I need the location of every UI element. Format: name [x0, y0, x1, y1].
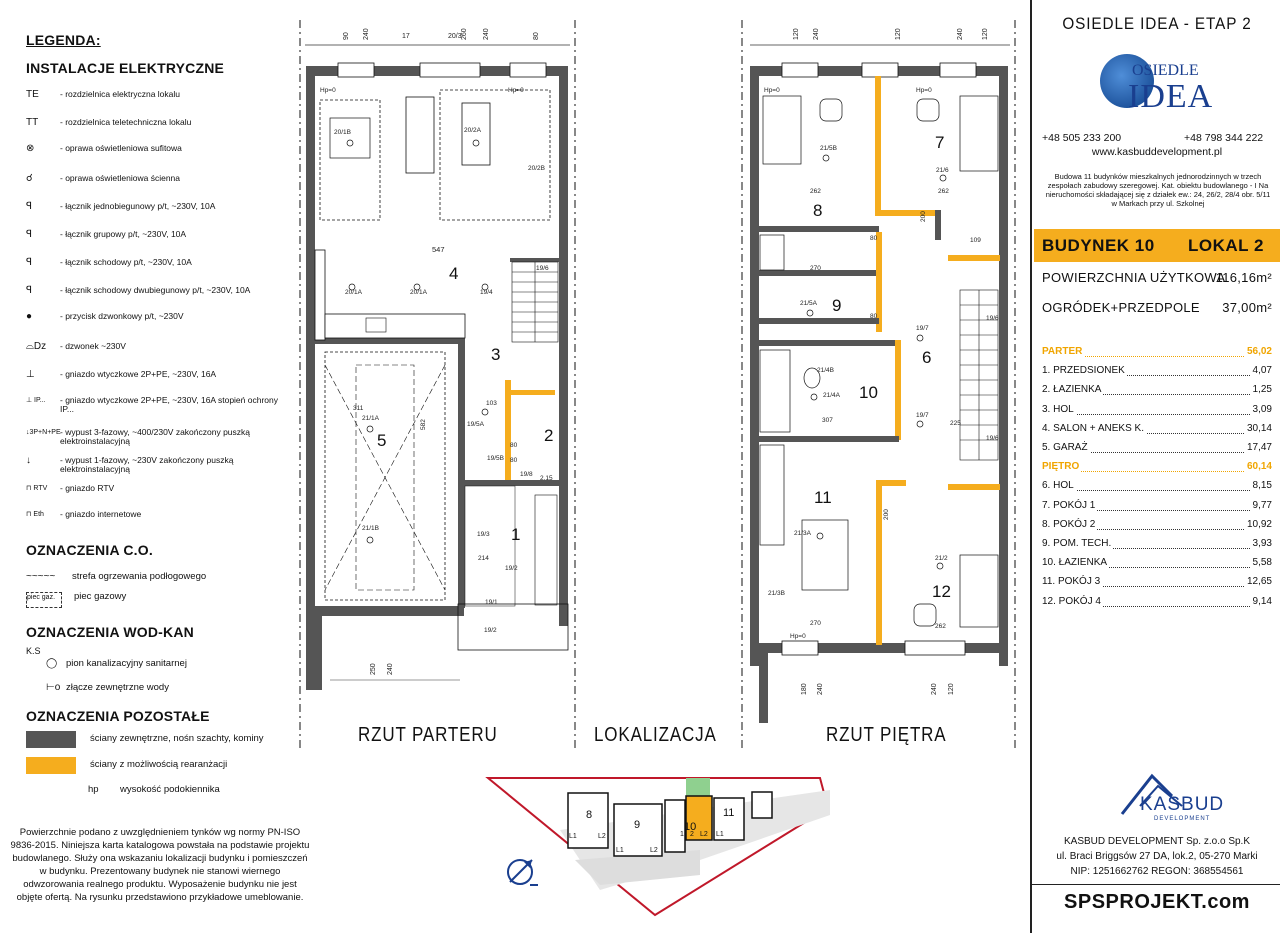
legend-co-item: ~~~~~ strefa ogrzewania podłogowego: [26, 571, 207, 582]
svg-text:19/2: 19/2: [505, 565, 518, 572]
svg-text:270: 270: [810, 620, 821, 627]
room-row: 10. ŁAZIENKA 5,58: [1042, 557, 1272, 569]
svg-text:21/5A: 21/5A: [800, 300, 817, 307]
svg-text:19/7: 19/7: [916, 325, 929, 332]
svg-text:225: 225: [950, 420, 961, 427]
upper-plan-title: RZUT PIĘTRA: [826, 724, 947, 746]
room-number: 11: [814, 488, 832, 507]
dim-label: 20/3: [448, 33, 462, 40]
room-row: 3. HOL 3,09: [1042, 403, 1272, 415]
svg-text:200: 200: [883, 509, 890, 520]
svg-text:262: 262: [938, 188, 949, 195]
ground-plan-title: RZUT PARTERU: [358, 724, 498, 746]
legend-other-text: ściany zewnętrzne, nośn szachty, kominy: [90, 733, 264, 744]
building-banner: [1034, 229, 1280, 262]
legend-electric-item: ꟼ - łącznik jednobiegunowy p/t, ~230V, 10A: [26, 201, 216, 212]
legend-electric-item: ⊥ - gniazdo wtyczkowe 2P+PE, ~230V, 16A: [26, 369, 217, 380]
legend-wk-header: OZNACZENIA WOD-KAN: [26, 624, 194, 640]
electric-symbol-icon: ꟼ: [26, 229, 33, 240]
kasbud-logo: KASBUD DEVELOPMENT: [1112, 766, 1222, 826]
legend-title: LEGENDA:: [26, 32, 101, 48]
room-number: 7: [935, 133, 945, 152]
svg-text:20/1B: 20/1B: [334, 129, 351, 136]
electric-symbol-icon: ↓: [26, 455, 31, 466]
electric-symbol-icon: ⊓ Eth: [26, 511, 44, 518]
electric-symbol-icon: ⊓ RTV: [26, 485, 48, 492]
svg-text:80: 80: [510, 457, 518, 464]
legend-wk-item: ◯ pion kanalizacyjny sanitarnej: [46, 658, 187, 669]
electric-symbol-icon: ●: [26, 311, 33, 322]
svg-text:21/4A: 21/4A: [823, 392, 840, 399]
room-number: 1: [511, 525, 521, 544]
svg-text:21/1A: 21/1A: [362, 415, 379, 422]
dim-label: 240: [363, 28, 370, 40]
room-row: 11. POKÓJ 3 12,65: [1042, 576, 1272, 588]
electric-symbol-icon: ↓3P+N+PE: [26, 429, 61, 436]
electric-symbol-icon: ꟼ: [26, 201, 33, 212]
upper-floor-plan: [750, 28, 1010, 723]
svg-text:21/3A: 21/3A: [794, 530, 811, 537]
svg-text:2: 2: [690, 831, 694, 838]
gas-boiler-icon: piec gaz.: [26, 592, 62, 608]
svg-text:19/5A: 19/5A: [467, 421, 484, 428]
location-title: LOKALIZACJA: [594, 724, 717, 746]
legend-electric-item: ⌓Dz - dzwonek ~230V: [26, 341, 126, 352]
svg-text:19/3: 19/3: [477, 531, 490, 538]
room-row: 2. ŁAZIENKA 1,25: [1042, 384, 1272, 396]
svg-text:21/2: 21/2: [935, 555, 948, 562]
electric-symbol-icon: ꟼ: [26, 257, 33, 268]
svg-text:Hp=0: Hp=0: [508, 87, 524, 94]
room-row: 5. GARAŻ 17,47: [1042, 442, 1272, 453]
svg-text:19/2: 19/2: [484, 627, 497, 634]
electric-symbol-icon: ⊥ IP...: [26, 397, 46, 404]
svg-text:Hp=0: Hp=0: [790, 633, 806, 640]
svg-text:547: 547: [432, 245, 445, 254]
svg-text:21/5B: 21/5B: [820, 145, 837, 152]
dim-label: 17: [402, 33, 410, 40]
svg-text:19/8: 19/8: [520, 471, 533, 478]
dim-label: 240: [483, 28, 490, 40]
svg-text:8: 8: [586, 809, 593, 821]
project-title: OSIEDLE IDEA - ETAP 2: [1062, 14, 1252, 33]
room-number: 10: [859, 383, 878, 402]
svg-text:109: 109: [970, 237, 981, 244]
legend-co-item: piec gaz. piec gazowy: [26, 592, 304, 610]
dim-label: 240: [813, 28, 820, 40]
legend-co-header: OZNACZENIA C.O.: [26, 542, 153, 558]
dim-label: 250: [370, 663, 377, 675]
svg-text:19/7: 19/7: [916, 412, 929, 419]
floor-summary-row: PARTER 56,02: [1042, 346, 1272, 357]
svg-text:Hp=0: Hp=0: [916, 87, 932, 94]
usable-area-row: POWIERZCHNIA UŻYTKOWA 116,16m²: [1042, 270, 1272, 285]
floor-summary-row: PIĘTRO 60,14: [1042, 461, 1272, 473]
legend-electric-item: ↓ - wypust 1-fazowy, ~230V zakończony puszką elektroinstalacyjną: [26, 455, 234, 474]
electric-symbol-icon: ꟼ: [26, 285, 33, 296]
dim-label: 120: [982, 28, 989, 40]
ground-floor-plan: [305, 28, 570, 690]
room-row: 4. SALON + ANEKS K. 30,14: [1042, 422, 1272, 434]
floor-heating-icon: ~~~~~: [26, 571, 56, 582]
svg-text:20/2B: 20/2B: [528, 165, 545, 172]
electric-symbol-icon: ⊥: [26, 369, 35, 380]
svg-text:262: 262: [935, 623, 946, 630]
dim-label: 120: [895, 28, 902, 40]
dim-label: 90: [343, 32, 350, 40]
legend-electric-item: ☌ - oprawa oświetleniowa ścienna: [26, 173, 181, 184]
svg-text:L2: L2: [700, 831, 708, 838]
room-number: 6: [922, 348, 932, 367]
svg-text:19/4: 19/4: [480, 289, 493, 296]
spsprojekt-footer[interactable]: SPSPROJEKT.com: [1064, 891, 1250, 913]
legend-electric-item: TE - rozdzielnica elektryczna lokalu: [26, 89, 180, 100]
svg-text:19/6: 19/6: [536, 265, 549, 272]
phone-2[interactable]: +48 798 344 222: [1184, 132, 1264, 144]
svg-text:L2: L2: [650, 847, 658, 854]
room-number: 3: [491, 345, 501, 364]
svg-text:L2: L2: [598, 833, 606, 840]
dim-label: 240: [931, 683, 938, 695]
room-number: 4: [449, 264, 459, 283]
dim-label: 260: [461, 28, 468, 40]
electric-symbol-icon: ⌓Dz: [26, 341, 47, 352]
building-label: BUDYNEK 10: [1042, 236, 1155, 255]
garden-area-value: 37,00m²: [1222, 300, 1272, 315]
svg-text:19/1: 19/1: [485, 599, 498, 606]
svg-text:9: 9: [634, 819, 641, 831]
electric-symbol-icon: TT: [26, 117, 39, 128]
phone-1[interactable]: +48 505 233 200: [1042, 132, 1122, 144]
info-panel: [1030, 0, 1280, 933]
svg-text:1: 1: [680, 831, 684, 838]
legend-electric-item: ↓3P+N+PE - wypust 3-fazowy, ~400/230V zakończony puszką elektroinstalacyjną: [26, 427, 251, 446]
svg-text:80: 80: [870, 313, 878, 320]
location-map: [488, 778, 830, 915]
svg-text:270: 270: [810, 265, 821, 272]
website-link[interactable]: www.kasbuddevelopment.pl: [1091, 146, 1223, 158]
room-row: 1. PRZEDSIONEK 4,07: [1042, 365, 1272, 377]
legend-electric-header: INSTALACJE ELEKTRYCZNE: [26, 60, 225, 76]
svg-text:80: 80: [870, 235, 878, 242]
legend-wk-item: ⊢o złącze zewnętrzne wody: [46, 682, 169, 693]
svg-text:21/3B: 21/3B: [768, 590, 785, 597]
svg-text:19/6: 19/6: [986, 435, 999, 442]
legend-electric-item: ⊓ Eth - gniazdo internetowe: [26, 509, 142, 519]
dim-label: 120: [948, 683, 955, 695]
svg-text:200: 200: [920, 211, 927, 222]
legend-electric-item: ⊓ RTV - gniazdo RTV: [26, 483, 115, 493]
svg-text:307: 307: [822, 417, 833, 424]
svg-text:10: 10: [684, 821, 697, 833]
room-row: 7. POKÓJ 1 9,77: [1042, 499, 1272, 511]
room-number: 8: [813, 201, 823, 220]
room-row: 9. POM. TECH. 3,93: [1042, 538, 1272, 549]
electric-symbol-icon: TE: [26, 89, 39, 100]
svg-text:103: 103: [486, 400, 497, 407]
svg-text:80: 80: [510, 442, 518, 449]
room-row: 8. POKÓJ 2 10,92: [1042, 518, 1272, 530]
room-number: 12: [932, 582, 951, 601]
svg-text:262: 262: [810, 188, 821, 195]
svg-text:L1: L1: [569, 833, 577, 840]
svg-text:21/4B: 21/4B: [817, 367, 834, 374]
legend-electric-item: TT - rozdzielnica teletechniczna lokalu: [26, 117, 192, 128]
legend-electric-item: ⊥ IP... - gniazdo wtyczkowe 2P+PE, ~230V, 16A stopień ochrony IP...: [26, 395, 278, 414]
company-name: KASBUD DEVELOPMENT Sp. z.o.o Sp.K: [1064, 836, 1250, 847]
sewer-riser-icon: ◯: [46, 658, 58, 669]
svg-text:214: 214: [478, 555, 489, 562]
svg-text:Hp=0: Hp=0: [764, 87, 780, 94]
company-ids: NIP: 1251662762 REGON: 368554561: [1070, 866, 1244, 877]
legal-notes: Powierzchnie podano z uwzględnieniem tynków wg normy PN-ISO 9836-2015. Niniejsza karta katalogowa powstała na podstawie projektu budowlanego. Służy ona wskazaniu lokalizacji budynku i pomieszczeń w budynku. Prezentowany budynek nie stanowi wiernego odwzorowania realnego produktu. Wyposażenie budynku nie jest objęte ofertą. Na rysunku przedstawiono przykładowe umeblowanie.: [10, 827, 310, 903]
legend-electric-item: ꟼ - łącznik schodowy p/t, ~230V, 10A: [26, 257, 192, 268]
company-address: ul. Braci Briggsów 27 DA, lok.2, 05-270 Marki: [1056, 851, 1258, 862]
unit-label: LOKAL 2: [1188, 236, 1264, 255]
garden-area-row: OGRÓDEK+PRZEDPOLE 37,00m²: [1042, 300, 1272, 315]
legend-other-text: wysokość podokiennika: [120, 784, 220, 795]
svg-text:311: 311: [353, 405, 364, 412]
svg-text:Hp=0: Hp=0: [320, 87, 336, 94]
legend-electric-item: ꟼ - łącznik grupowy p/t, ~230V, 10A: [26, 229, 187, 240]
room-row: 6. HOL 8,15: [1042, 480, 1272, 492]
dim-label: 240: [817, 683, 824, 695]
legend-other-text: ściany z możliwością rearanżacji: [90, 759, 228, 770]
room-number: 5: [377, 431, 387, 450]
svg-text:19/5B: 19/5B: [487, 455, 504, 462]
ks-label: K.S: [26, 646, 41, 656]
dim-label: 240: [957, 28, 964, 40]
project-info: Budowa 11 budynków mieszkalnych jednorodzinnych w trzech zespołach zabudowy szeregowej. Kat. obiektu budowlanego - I Na nieruchomości składającej się z działek ew.: 24, 26/2, 28/4 obr. 5/11 w Markach przy ul. Szkolnej: [1045, 172, 1271, 208]
legend-electric-item: ⊗ - oprawa oświetleniowa sufitowa: [26, 143, 182, 154]
dim-label: 180: [801, 683, 808, 695]
dim-label: 120: [793, 28, 800, 40]
osiedle-idea-logo: OSIEDLE IDEA: [1092, 52, 1222, 118]
svg-text:20/1A: 20/1A: [345, 289, 362, 296]
room-number: 9: [832, 296, 842, 315]
legend-electric-item: ● - przycisk dzwonkowy p/t, ~230V: [26, 311, 184, 322]
room-row: 12. POKÓJ 4 9,14: [1042, 595, 1272, 607]
room-number: 2: [544, 426, 554, 445]
svg-text:L1: L1: [616, 847, 624, 854]
svg-text:21/1B: 21/1B: [362, 525, 379, 532]
svg-text:20/1A: 20/1A: [410, 289, 427, 296]
legend-electric-item: ꟼ - łącznik schodowy dwubiegunowy p/t, ~230V, 10A: [26, 285, 251, 296]
electric-symbol-icon: ☌: [26, 173, 33, 184]
legend-other-header: OZNACZENIA POZOSTAŁE: [26, 708, 210, 724]
svg-text:19/6: 19/6: [986, 315, 999, 322]
svg-text:11: 11: [723, 807, 735, 819]
svg-text:20/2A: 20/2A: [464, 127, 481, 134]
water-connector-icon: ⊢o: [46, 682, 61, 693]
hp-label: hp: [88, 784, 99, 795]
electric-symbol-icon: ⊗: [26, 143, 35, 154]
compass-icon: [508, 860, 538, 885]
svg-text:21/6: 21/6: [936, 167, 949, 174]
dim-label: 240: [387, 663, 394, 675]
svg-text:582: 582: [420, 419, 427, 430]
svg-text:L1: L1: [716, 831, 724, 838]
dim-label: 80: [533, 32, 540, 40]
svg-text:2.15: 2.15: [540, 475, 553, 482]
usable-area-value: 116,16m²: [1215, 270, 1272, 285]
